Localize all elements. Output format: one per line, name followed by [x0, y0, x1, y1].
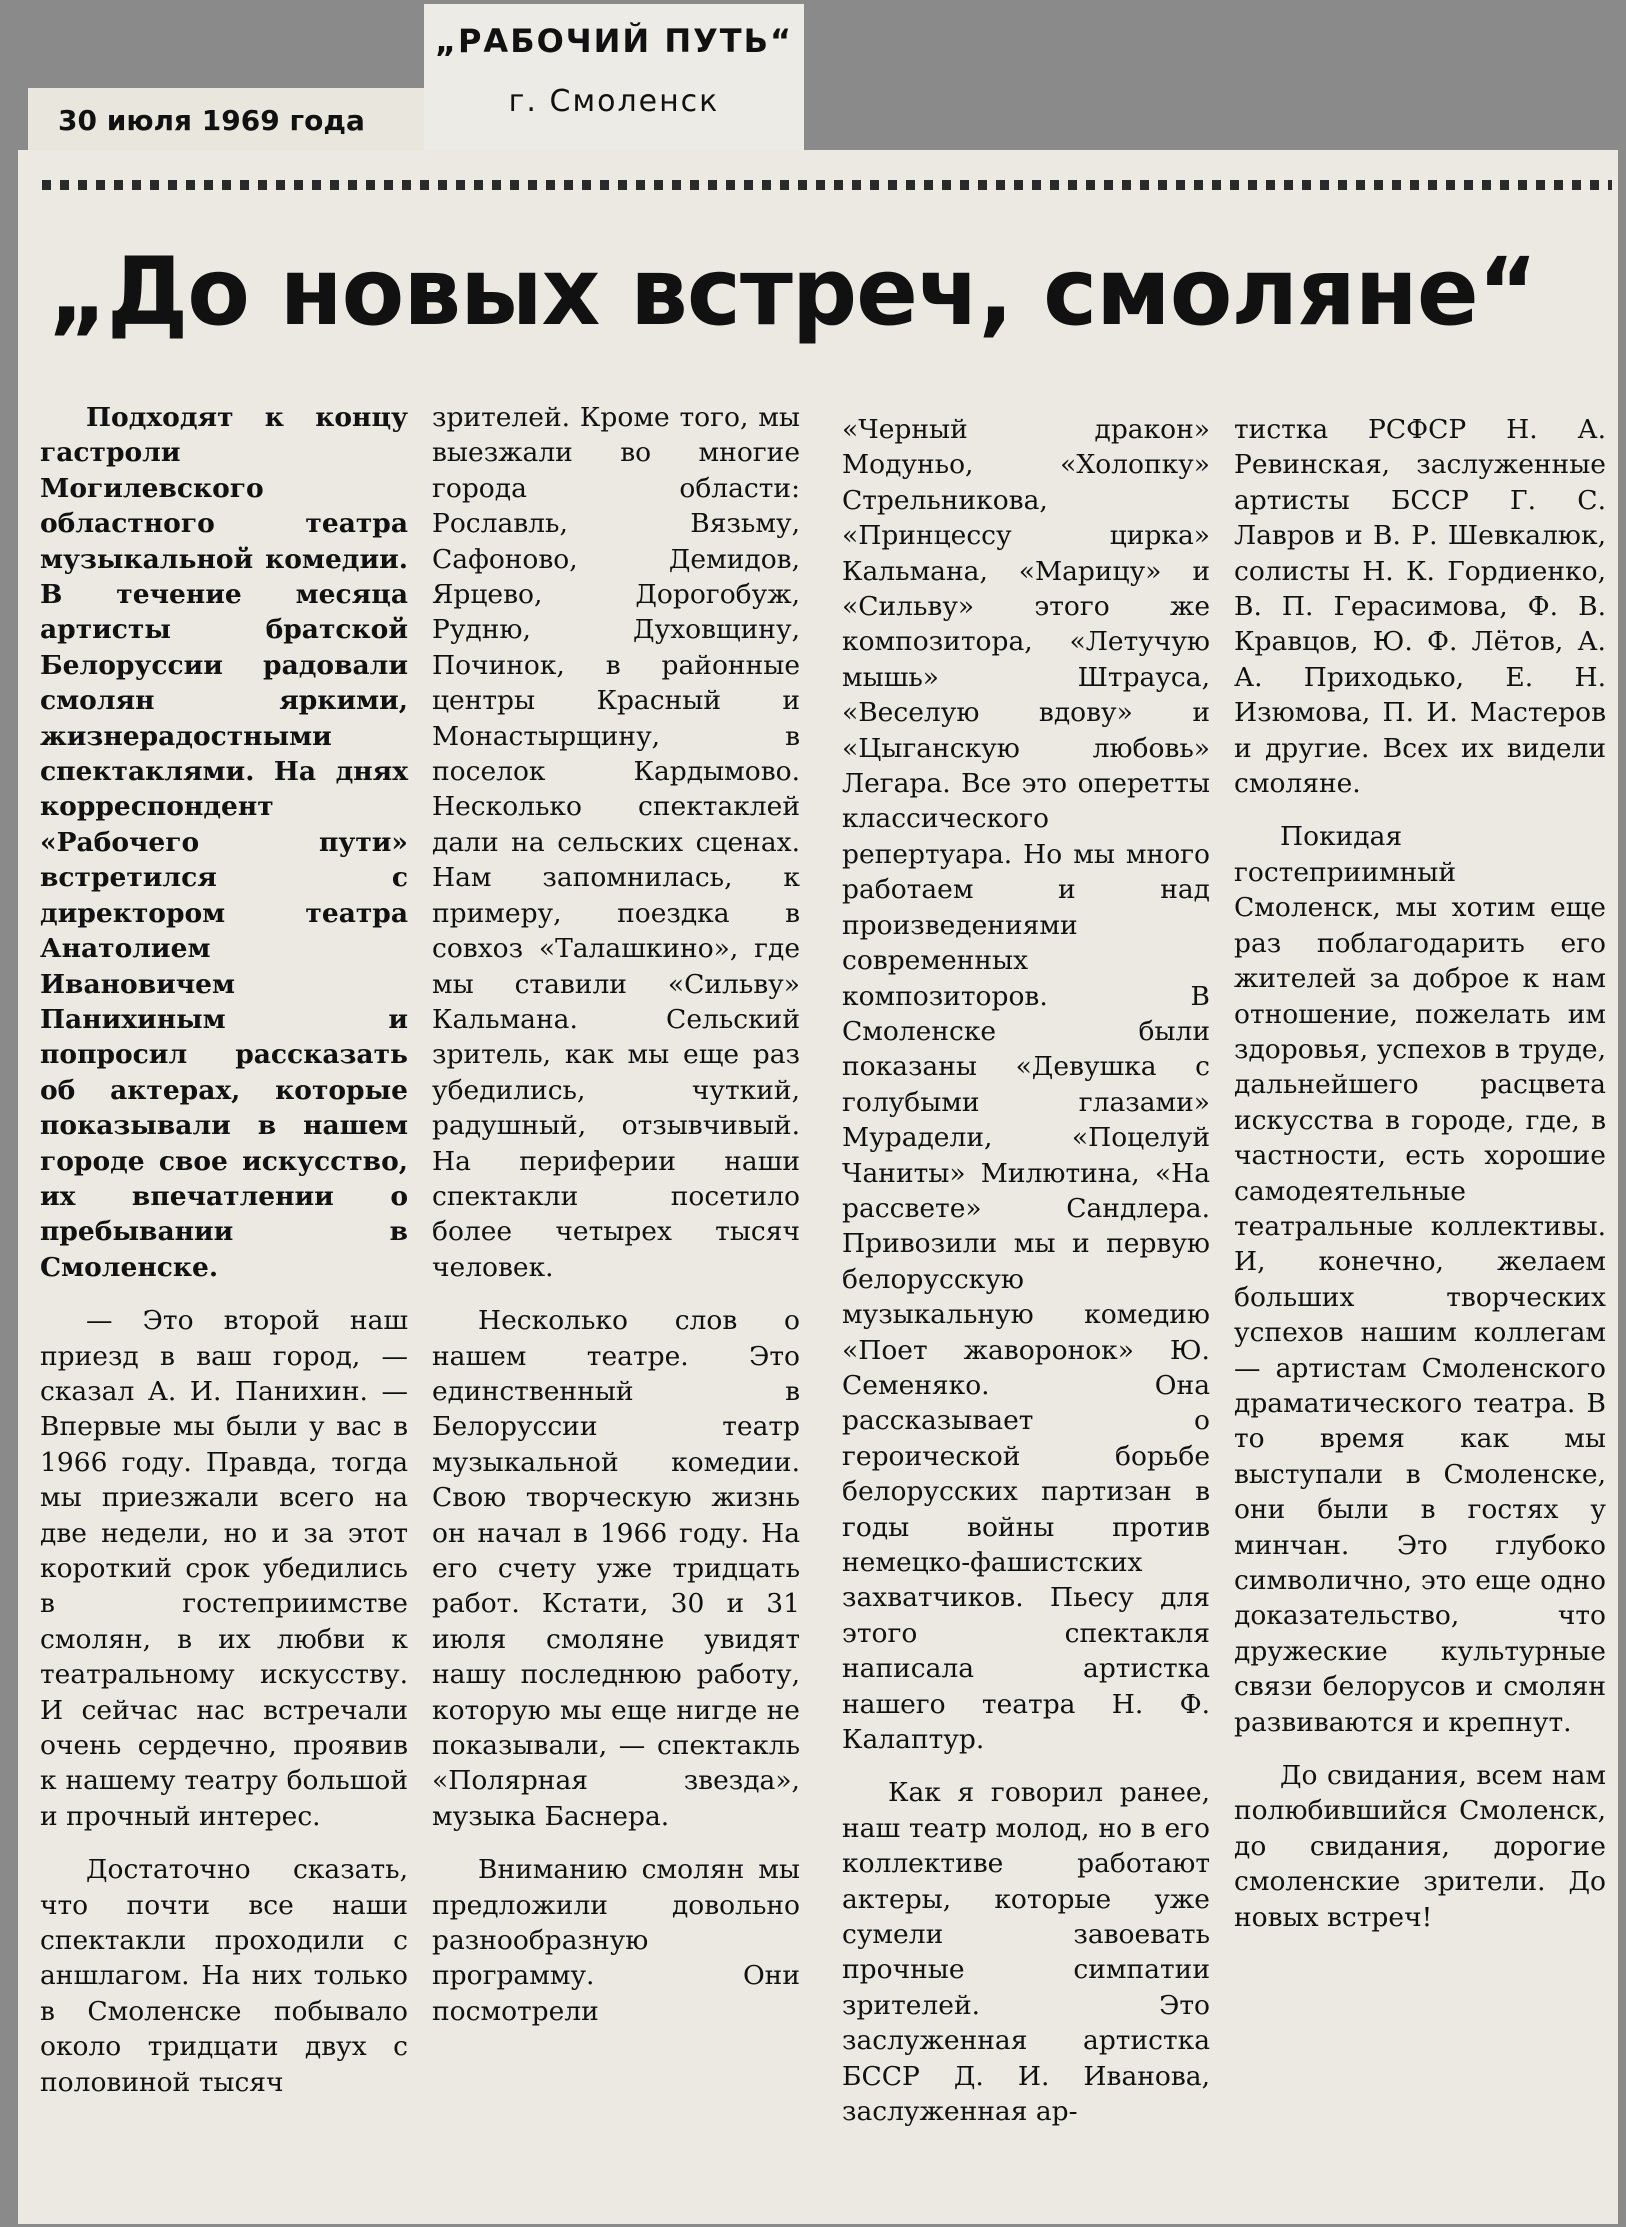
paragraph: тистка РСФСР Н. А. Ревинская, заслуженные артисты БССР Г. С. Лавров и В. Р. Шевкалюк, солисты Н. К. Гордиенко, В. П. Герасимова, Ф. В. Кравцов, Ю. Ф. Лётов, А. А. Приходько, Е. Н. Изюмова, П. И. Мастеров и другие. Всех их видели смоляне. — [1234, 414, 1606, 800]
article-headline: „До новых встреч, смоляне“ — [48, 238, 1537, 347]
paragraph: — Это второй наш приезд в ваш город, — сказал А. И. Панихин. — Впервые мы были у вас в 1966 году. Правда, тогда мы приезжали всего на две недели, но и за этот короткий срок убедились в гостеприимстве смолян, в их любви к театральному искусству. И сейчас нас встречали очень сердечно, проявив к нашему театру большой и прочный интерес. — [40, 1305, 408, 1832]
dashed-divider — [42, 180, 1612, 190]
paragraph: Несколько слов о нашем театре. Это единственный в Белоруссии театр музыкальной комедии. Свою творческую жизнь он начал в 1966 году. На его счету уже тридцать работ. Кстати, 30 и 31 июля смоляне увидят нашу последнюю работу, которую мы еще нигде не показывали, — спектакль «Полярная звезда», музыка Баснера. — [432, 1305, 800, 1832]
column-2 — [432, 400, 800, 2029]
column-3 — [842, 412, 1210, 2130]
column-1 — [40, 400, 408, 2100]
paragraph: зрителей. Кроме того, мы выезжали во многие города области: Рославль, Вязьму, Сафоново, Демидов, Ярцево, Дорогобуж, Рудню, Духовщину, Починок, в районные центры Красный и Монастырщину, в поселок Кардымово. Несколько спектаклей дали на сельских сценах. Нам запомнилась, к примеру, поездка в совхоз «Талашкино», где мы ставили «Сильву» Кальмана. Сельский зритель, как мы еще раз убедились, чуткий, радушный, отзывчивый. На периферии наши спектакли посетило более четырех тысяч человек. — [432, 402, 800, 1283]
paragraph: Достаточно сказать, что почти все наши спектакли проходили с аншлагом. На них только в Смоленске побывало около тридцати двух с половиной тысяч — [40, 1854, 408, 2098]
paragraph: Вниманию смолян мы предложили довольно разнообразную программу. Они посмотрели — [432, 1854, 800, 2027]
paragraph: До свидания, всем нам полюбившийся Смоленск, до свидания, дорогие смоленские зрители. До новых встреч! — [1234, 1760, 1606, 1933]
paragraph: Как я говорил ранее, наш театр молод, но в его коллективе работают актеры, которые уже сумели завоевать прочные симпатии зрителей. Это заслуженная артистка БССР Д. И. Иванова, заслуженная ар- — [842, 1777, 1210, 2128]
paragraph: Покидая гостеприимный Смоленск, мы хотим еще раз поблагодарить его жителей за доброе к нам отношение, пожелать им здоровья, успехов в труде, дальнейшего расцвета искусства в городе, где, в частности, есть хорошие самодеятельные театральные коллективы. И, конечно, желаем больших творческих успехов нашим коллегам — артистам Смоленского драматического театра. В то время как мы выступали в Смоленске, они были в гостях у минчан. Это глубоко символично, это еще одно доказательство, что дружеские культурные связи белорусов и смолян развиваются и крепнут. — [1234, 821, 1606, 1738]
column-4 — [1234, 412, 1606, 1935]
article-lead: Подходят к концу гастроли Могилевского областного театра музыкальной комедии. В течение месяца артисты братской Белоруссии радовали смолян яркими, жизнерадостными спектаклями. На днях корреспондент «Рабочего пути» встретился с директором театра Анатолием Ивановичем Панихиным и попросил рассказать об актерах, которые показывали в нашем городе свое искусство, их впечатлении о пребывании в Смоленске. — [40, 402, 408, 1283]
newspaper-masthead — [424, 4, 804, 154]
newspaper-title: „РАБОЧИЙ ПУТЬ“ — [434, 22, 794, 60]
clipping-sheet — [18, 150, 1618, 2224]
paragraph: «Черный дракон» Модуньо, «Холопку» Стрельникова, «Принцессу цирка» Кальмана, «Марицу» и «Сильву» этого же композитора, «Летучую мышь» Штрауса, «Веселую вдову» и «Цыганскую любовь» Легара. Все это оперетты классического репертуара. Но мы много работаем и над произведениями современных композиторов. В Смоленске были показаны «Девушка с голубыми глазами» Мурадели, «Поцелуй Чаниты» Милютина, «На рассвете» Сандлера. Привозили мы и первую белорусскую музыкальную комедию «Поет жаворонок» Ю. Семеняко. Она рассказывает о героической борьбе белорусских партизан в годы войны против немецко-фашистских захватчиков. Пьесу для этого спектакля написала артистка нашего театра Н. Ф. Калаптур. — [842, 414, 1210, 1756]
newspaper-city: г. Смоленск — [508, 84, 720, 119]
publication-date: 30 июля 1969 года — [28, 88, 424, 152]
